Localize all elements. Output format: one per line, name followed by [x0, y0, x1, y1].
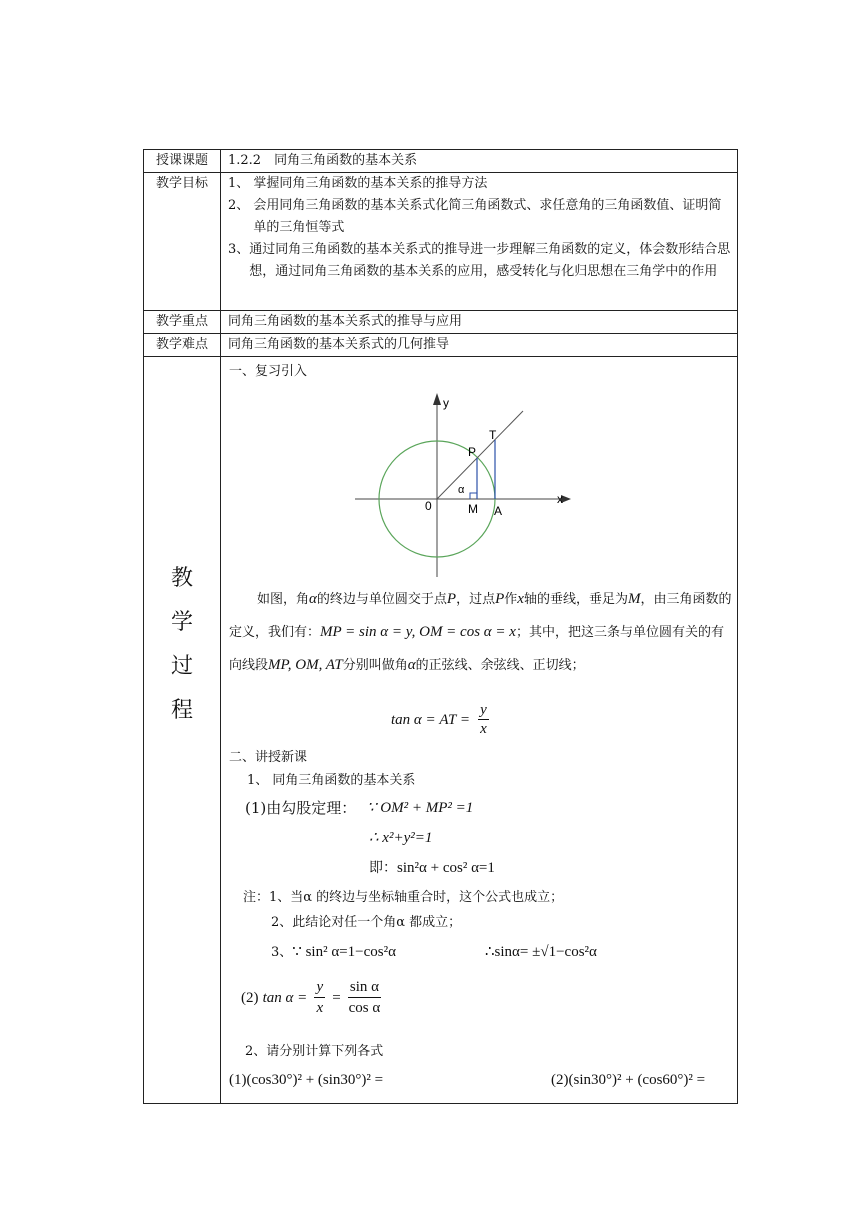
topic-value: 1.2.2 同角三角函数的基本关系 [221, 150, 738, 173]
note-3: 3、∵ sin² α=1−cos²α [271, 944, 396, 960]
eq3: 即：sin²α + cos² α=1 [369, 860, 495, 876]
objectives-list [221, 173, 738, 311]
difficulty-label: 教学难点 [144, 334, 221, 357]
lesson-plan [143, 149, 738, 1104]
difficulty-value: 同角三角函数的基本关系式的几何推导 [221, 334, 738, 357]
calc-1: (1)(cos30°)² + (sin30°)² = [229, 1072, 384, 1088]
row-objectives [144, 173, 738, 311]
label-A: A [494, 504, 503, 518]
right-angle-mark-icon [470, 493, 477, 499]
label-alpha: α [458, 484, 465, 496]
section2-title: 二、讲授新课 [229, 750, 308, 765]
section1-title: 一、复习引入 [229, 364, 308, 379]
topic-label: 授课课题 [144, 150, 221, 173]
process-label-char: 教 [170, 566, 193, 591]
eq2: ∴ x²+y²=1 [369, 830, 433, 846]
label-origin: 0 [425, 499, 432, 513]
label-T: T [489, 428, 497, 442]
label-x: x [557, 492, 563, 506]
definition-paragraph: 如图，角α的终边与单位圆交于点P，过点P作x轴的垂线，垂足为M，由三角函数的定义，我们有：MP = sin α = y, OM = cos α = x；其中，把这三条与单位圆有关的有向线段MP, OM, AT分别叫做角α的正弦线、余弦线、正切线； [229, 591, 732, 673]
row-process [144, 357, 738, 1104]
label-P: P [468, 445, 477, 459]
fraction-y-over-x: $\frac{y}{x}$ [316, 979, 324, 1016]
calc-2: (2)(sin30°)² + (cos60°)² = [551, 1072, 706, 1088]
key-point-label: 教学重点 [144, 311, 221, 334]
fraction-sin-over-cos: $\frac{\text{sin α}}{\text{cos α}}$ [348, 979, 381, 1016]
note-2: 2、此结论对任一个角α 都成立； [271, 915, 462, 930]
objective-item: 1、 掌握同角三角函数的基本关系的推导方法 [228, 176, 488, 191]
row-topic [144, 150, 738, 173]
subsection2-title: 2、请分别计算下列各式 [245, 1044, 384, 1059]
objective-item: 3、 通过同角三角函数的基本关系式的推导进一步理解三角函数的定义，体会数形结合思想，通过同角三角函数的基本关系的应用，感受转化与化归思想在三角学中的作用 [228, 242, 731, 279]
note-1: 注：1、当α 的终边与坐标轴重合时，这个公式也成立； [243, 890, 564, 905]
row-key-point [144, 311, 738, 334]
process-label [144, 357, 221, 1104]
objective-item: 2、 会用同角三角函数的基本关系式化简三角函数式、求任意角的三角函数值、证明简单的三角恒等式 [228, 198, 722, 235]
objectives-label: 教学目标 [144, 173, 221, 311]
eq1: ∵ OM² + MP² =1 [367, 800, 474, 816]
y-axis-arrow-icon [433, 393, 441, 405]
lesson-plan-table [143, 149, 738, 1104]
process-label-char: 过 [170, 654, 193, 679]
fraction-y-over-x: $\frac{y}{x}$ [480, 702, 487, 737]
tan-definition: tan α = AT = $\frac{y}{x}$ [391, 702, 487, 737]
process-label-char: 程 [170, 698, 193, 723]
process-label-char: 学 [170, 610, 193, 635]
terminal-side [437, 411, 523, 499]
row-difficulty [144, 334, 738, 357]
key-point-value: 同角三角函数的基本关系式的推导与应用 [221, 311, 738, 334]
process-content [221, 357, 738, 1104]
label-M: M [468, 502, 478, 516]
unit-circle-figure [351, 387, 591, 577]
note-3-conclusion: ∴sinα= ±√1−cos²α [485, 944, 597, 960]
quotient-identity: (2) tan α = $\frac{y}{x}$ = $\frac{\text{sin α}}{\text{cos α}}$ [241, 979, 381, 1016]
subsection1-title: 1、 同角三角函数的基本关系 [247, 773, 416, 788]
label-y: y [443, 396, 449, 410]
eq1-label: (1)由勾股定理： [245, 799, 357, 817]
